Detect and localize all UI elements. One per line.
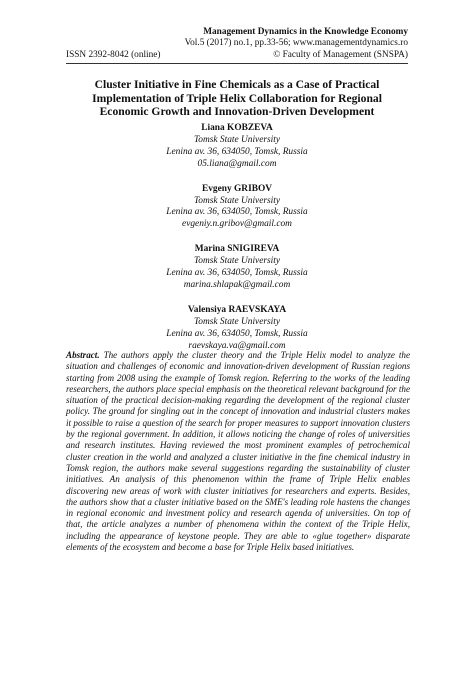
paper-title — [66, 78, 408, 119]
copyright-line: © Faculty of Management (SNSPA) — [273, 49, 408, 60]
author-affiliation: Tomsk State University — [193, 195, 281, 206]
author-block — [66, 305, 408, 353]
title-line: Cluster Initiative in Fine Chemicals as a Case of Practical — [94, 78, 380, 91]
author-name: Marina SNIGIREVA — [194, 244, 280, 255]
volume-line: Vol.5 (2017) no.1, pp.33-56; www.managementdynamics.ro — [184, 38, 408, 49]
issn-line: ISSN 2392-8042 (online) — [66, 50, 161, 60]
author-address: Lenina av. 36, 634050, Tomsk, Russia — [166, 268, 308, 279]
author-address: Lenina av. 36, 634050, Tomsk, Russia — [166, 328, 308, 339]
abstract-label: Abstract. — [66, 350, 100, 360]
author-name: Valensiya RAEVSKAYA — [187, 304, 287, 315]
author-list — [66, 123, 408, 366]
journal-header — [185, 27, 408, 61]
author-email[interactable]: evgeniy.n.gribov@gmail.com — [182, 219, 292, 230]
author-block — [66, 244, 408, 292]
author-block — [66, 184, 408, 232]
author-email[interactable]: 05.liana@gmail.com — [197, 158, 277, 169]
abstract — [66, 350, 410, 553]
author-email[interactable]: marina.shlapak@gmail.com — [183, 279, 291, 290]
author-affiliation: Tomsk State University — [193, 134, 281, 145]
author-block — [66, 123, 408, 171]
author-affiliation: Tomsk State University — [193, 256, 281, 267]
journal-title: Management Dynamics in the Knowledge Economy — [203, 27, 408, 37]
author-affiliation: Tomsk State University — [193, 316, 281, 327]
title-line: Implementation of Triple Helix Collaboration for Regional — [92, 91, 382, 105]
header-rule — [66, 63, 408, 64]
author-name: Liana KOBZEVA — [201, 123, 273, 133]
abstract-text: The authors apply the cluster theory and the Triple Helix model to analyze the situation and challenges of economic and innovation-driven development of Russian regions starting from 2008 using the example of Tomsk region. Referring to the works of the leading researchers, the authors place special emphasis on the theoretical relevant background for the situation of the practical decision-making regarding the development of the regional cluster policy. The ground for singling out in the concept of innovation and industrial clusters makes it possible to raise a question of the search for proper measures to support innovation clusters by the regional government. In addition, it allows noticing the change of roles of universities and research institutes. Having reviewed the most prominent examples of petrochemical cluster creation in the world and analyzed a cluster initiative in the fine chemical industry in Tomsk region, the authors make several suggestions regarding the sustainability of cluster initiatives. An analysis of this phenomenon within the frame of Triple Helix enables discovering new areas of work with cluster initiatives for researchers and experts. Besides, the authors show that a cluster initiative based on the SME's leading role hastens the changes in regional economic and investment policy and research agenda of universities. On top of that, the article analyzes a number of phenomena within the context of the Triple Helix, including the appearance of keystone people. They are able to «glue together» disparate elements of the ecosystem and become a base for Triple Helix based initiatives. — [66, 350, 410, 553]
author-name: Evgeny GRIBOV — [201, 183, 273, 194]
title-line: Economic Growth and Innovation-Driven Development — [99, 105, 375, 119]
author-email[interactable]: raevskaya.va@gmail.com — [188, 340, 286, 351]
author-address: Lenina av. 36, 634050, Tomsk, Russia — [166, 207, 308, 218]
author-address: Lenina av. 36, 634050, Tomsk, Russia — [166, 146, 308, 157]
